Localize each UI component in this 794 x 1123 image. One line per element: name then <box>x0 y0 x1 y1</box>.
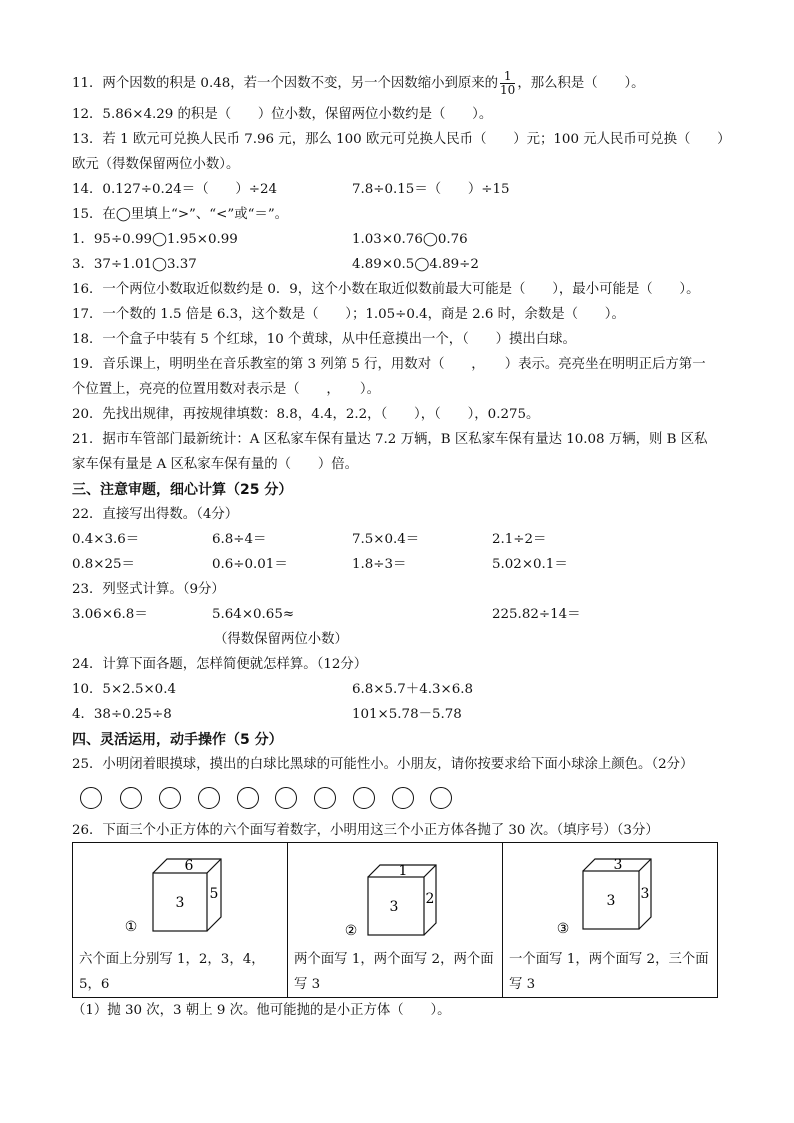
ball-circle-10[interactable] <box>430 787 452 809</box>
cube-cell-3 <box>503 843 718 998</box>
q24-item: 4．38÷0.25÷8 <box>72 707 172 722</box>
question-21-line1: 21．据市车管部门最新统计：A 区私家车保有量达 7.2 万辆，B 区私家车保有量达 10.08 万辆，则 B 区私 <box>72 432 708 447</box>
fraction-one-tenth <box>500 70 515 97</box>
question-20: 20．先找出规律，再按规律填数：8.8，4.4，2.2，（ ），（ ），0.275。 <box>72 407 540 422</box>
cube-1-side-number: 5 <box>209 886 219 902</box>
fraction-denominator: 10 <box>500 83 516 97</box>
cube-3-caption: 一个面写 1，两个面写 2，三个面写 3 <box>509 952 709 992</box>
question-17: 17．一个数的 1.5 倍是 6.3，这个数是（ ）；1.05÷0.4，商是 2.6 时，余数是（ ）。 <box>72 307 625 322</box>
q22-item: 6.8÷4＝ <box>212 532 267 547</box>
ball-circle-3[interactable] <box>159 787 181 809</box>
fraction-numerator: 1 <box>500 70 515 84</box>
section-3-heading: 三、注意审题，细心计算（25 分） <box>72 482 293 498</box>
cube-3-label: ③ <box>556 921 570 937</box>
cube-drawing-1 <box>73 843 287 947</box>
q22-item: 0.6÷0.01＝ <box>212 557 288 572</box>
q22-item: 5.02×0.1＝ <box>492 557 568 572</box>
question-26: 26．下面三个小正方体的六个面写着数字，小明用这三个小正方体各抛了 30 次。（填序号）（3分） <box>72 823 659 838</box>
q22-item: 2.1÷2＝ <box>492 532 547 547</box>
q24-item: 6.8×5.7＋4.3×6.8 <box>352 682 474 697</box>
cube-cell-2 <box>288 843 503 998</box>
q11-text-pre: 11．两个因数的积是 0.48，若一个因数不变，另一个因数缩小到原来的 <box>72 76 499 91</box>
cube-2-side-number: 2 <box>425 891 435 907</box>
ball-circle-9[interactable] <box>392 787 414 809</box>
cube-table <box>72 842 718 998</box>
cube-3-top-number: 3 <box>613 857 623 873</box>
ball-circle-4[interactable] <box>198 787 220 809</box>
q24-item: 10．5×2.5×0.4 <box>72 682 176 697</box>
question-23: 23．列竖式计算。（9分） <box>72 582 225 597</box>
question-16: 16．一个两位小数取近似数约是 0．9，这个小数在取近似数前最大可能是（ ），最小可能是（ ）。 <box>72 282 700 297</box>
question-19-line2: 个位置上，亮亮的位置用数对表示是（ ， ）。 <box>72 382 380 397</box>
question-15-item-4: 4.89×0.5◯4.89÷2 <box>352 257 479 272</box>
cube-1-label: ① <box>124 919 138 935</box>
question-22: 22．直接写出得数。（4分） <box>72 507 239 522</box>
question-13-line2: 欧元（得数保留两位小数）。 <box>72 157 240 172</box>
question-24: 24．计算下面各题，怎样简便就怎样算。（12分） <box>72 657 368 672</box>
question-13-line1: 13．若 1 欧元可兑换人民币 7.96 元，那么 100 欧元可兑换人民币（ ）元；100 元人民币可兑换（ ） <box>72 132 731 147</box>
question-18: 18．一个盒子中装有 5 个红球，10 个黄球，从中任意摸出一个，（ ）摸出白球。 <box>72 332 576 347</box>
cube-3-front-number: 3 <box>606 893 616 909</box>
question-15: 15．在◯里填上“>”、“<”或“＝”。 <box>72 207 289 222</box>
section-4-heading: 四、灵活运用，动手操作（5 分） <box>72 732 283 748</box>
cube-2-caption: 两个面写 1，两个面写 2，两个面写 3 <box>294 952 494 992</box>
q23-item: 225.82÷14＝ <box>492 607 581 622</box>
question-25: 25．小明闭着眼摸球，摸出的白球比黑球的可能性小。小朋友，请你按要求给下面小球涂上颜色。（2分） <box>72 757 694 772</box>
q22-item: 0.8×25＝ <box>72 557 135 572</box>
cube-drawing-3 <box>503 843 717 947</box>
q22-item: 7.5×0.4＝ <box>352 532 420 547</box>
ball-circle-6[interactable] <box>275 787 297 809</box>
ball-circle-2[interactable] <box>120 787 142 809</box>
cube-2-label: ② <box>344 923 358 939</box>
question-15-item-1: 1．95÷0.99◯1.95×0.99 <box>72 232 238 247</box>
ball-circle-1[interactable] <box>80 787 102 809</box>
q23-item: 5.64×0.65≈ <box>212 607 295 622</box>
ball-circle-5[interactable] <box>237 787 259 809</box>
question-12: 12．5.86×4.29 的积是（ ）位小数，保留两位小数约是（ ）。 <box>72 107 493 122</box>
q23-note: （得数保留两位小数） <box>214 632 348 647</box>
question-14-right: 7.8÷0.15＝（ ）÷15 <box>352 182 510 197</box>
cube-3-side-number: 3 <box>640 886 650 902</box>
question-11 <box>72 70 645 97</box>
cube-2-front-number: 3 <box>389 899 399 915</box>
question-15-item-2: 1.03×0.76◯0.76 <box>352 232 468 247</box>
q11-text-post: ，那么积是（ ）。 <box>517 76 645 91</box>
cube-drawing-2 <box>288 843 502 947</box>
q23-item: 3.06×6.8＝ <box>72 607 148 622</box>
q22-item: 0.4×3.6＝ <box>72 532 140 547</box>
ball-circle-8[interactable] <box>353 787 375 809</box>
q22-item: 1.8÷3＝ <box>352 557 407 572</box>
question-15-item-3: 3．37÷1.01◯3.37 <box>72 257 197 272</box>
cube-cell-1 <box>73 843 288 998</box>
question-14-left: 14．0.127÷0.24＝（ ）÷24 <box>72 182 278 197</box>
cube-1-top-number: 6 <box>184 858 194 874</box>
q24-item: 101×5.78－5.78 <box>352 707 462 722</box>
cube-1-front-number: 3 <box>175 895 185 911</box>
cube-1-caption: 六个面上分别写 1，2，3，4，5，6 <box>79 952 265 992</box>
ball-circle-7[interactable] <box>314 787 336 809</box>
question-21-line2: 家车保有量是 A 区私家车保有量的（ ）倍。 <box>72 457 358 472</box>
question-19-line1: 19．音乐课上，明明坐在音乐教室的第 3 列第 5 行，用数对（ ， ）表示。亮亮坐在明明正后方第一 <box>72 357 706 372</box>
question-26-part-1: （1）抛 30 次，3 朝上 9 次。他可能抛的是小正方体（ ）。 <box>72 1003 451 1018</box>
cube-2-top-number: 1 <box>398 863 408 879</box>
